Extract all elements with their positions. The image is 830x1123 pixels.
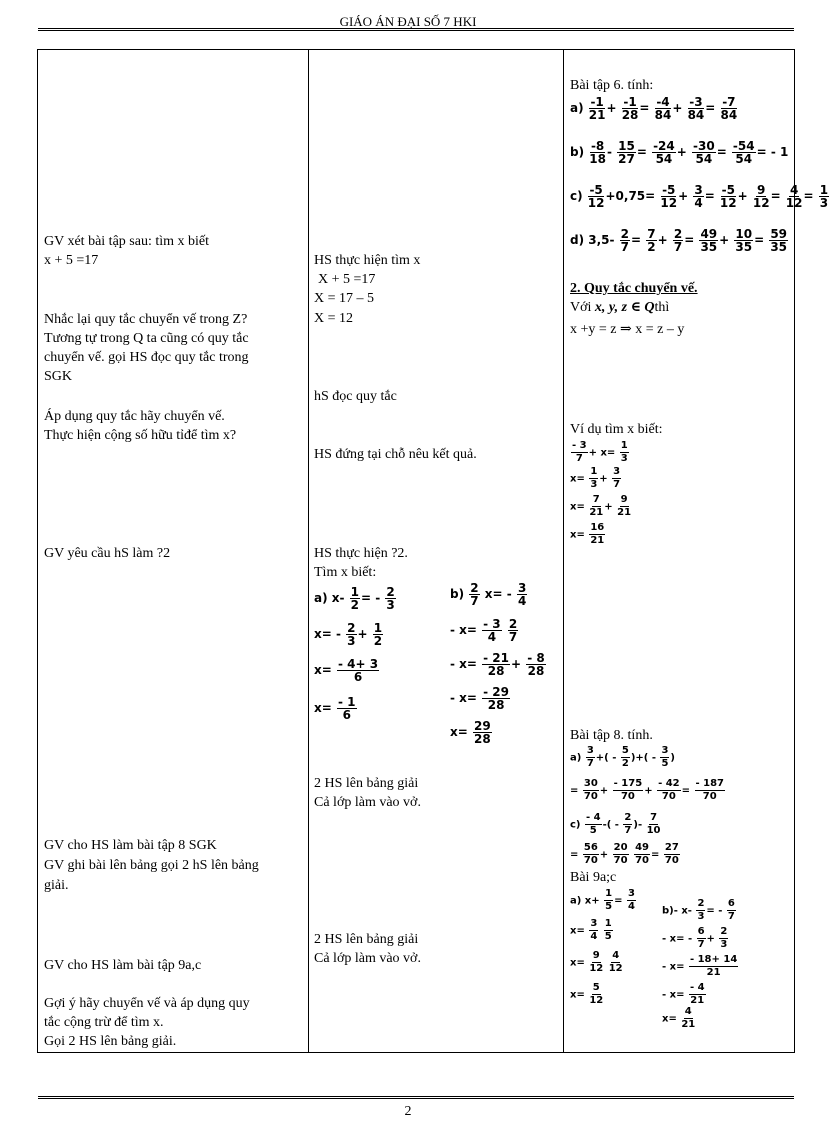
student-line: hS đọc quy tắc — [314, 389, 397, 404]
student-line: HS thực hiện tìm x — [314, 253, 421, 268]
footer-rule — [38, 1096, 794, 1099]
student-line: X + 5 =17 — [318, 272, 376, 287]
formula-image: b) $\frac{2}{7}$ x= - $\frac{3}{4}$ — [450, 581, 527, 608]
formula-image: x= $\frac{16}{21}$ — [570, 522, 605, 546]
board-line: x +y = z ⇒ x = z – y — [570, 322, 685, 337]
teacher-line: tắc cộng trừ để tìm x. — [44, 1015, 164, 1030]
student-line: X = 12 — [314, 311, 354, 326]
formula-image: $\frac{- 3}{7}$ + x= $\frac{1}{3}$ — [572, 440, 628, 464]
formula-image: a) x+ $\frac{1}{5}$ = $\frac{3}{4}$ — [570, 888, 635, 912]
board-line: Bài tập 8. tính. — [570, 728, 653, 743]
board-line: Bài tập 6. tính: — [570, 78, 654, 93]
student-line: HS đứng tại chỗ nêu kết quả. — [314, 447, 477, 462]
formula-image: b)- x- $\frac{2}{3}$ = - $\frac{6}{7}$ — [662, 898, 735, 922]
teacher-line: GV ghi bài lên bảng gọi 2 hS lên bảng — [44, 858, 259, 873]
teacher-line: giải. — [44, 878, 69, 893]
teacher-line: GV cho HS làm bài tập 9a,c — [44, 958, 202, 973]
formula-image: x= - $\frac{2}{3}$ + $\frac{1}{2}$ — [314, 621, 383, 648]
student-line: Tìm x biết: — [314, 565, 377, 580]
student-line: HS thực hiện ?2. — [314, 546, 408, 561]
student-line: Cả lớp làm vào vở. — [314, 795, 421, 810]
student-line: X = 17 – 5 — [314, 291, 375, 306]
rule-title: 2. Quy tắc chuyển vế. — [570, 281, 698, 296]
formula-image: c) $\frac{-5}{12}$ +0,75= $\frac{-5}{12}$ + $\frac{3}{4}$ = $\frac{-5}{12}$ + $\frac{9}{12}$ = $\frac{4}{12}$ = $\frac{1}{3}$ — [570, 183, 829, 210]
formula-image: x= $\frac{1}{3}$ + $\frac{3}{7}$ — [570, 466, 621, 490]
rule-statement: Với x, y, z ∈ Qthì — [570, 300, 670, 315]
student-line: Cả lớp làm vào vở. — [314, 951, 421, 966]
page-number: 2 — [404, 1104, 412, 1119]
formula-image: c) $\frac{- 4}{5}$ -( - $\frac{2}{7}$ )- $\frac{7}{10}$ — [570, 812, 661, 836]
formula-image: - x= $\frac{- 21}{28}$ + $\frac{- 8}{28}$ — [450, 651, 545, 678]
formula-image: x= $\frac{3}{4}$ $\frac{1}{5}$ — [570, 918, 612, 942]
teacher-line: Thực hiện cộng số hữu tỉđể tìm x? — [44, 428, 237, 443]
teacher-line: GV yêu cầu hS làm ?2 — [44, 546, 171, 561]
teacher-line: chuyển vế. gọi HS đọc quy tắc trong — [44, 350, 249, 365]
formula-image: x= $\frac{29}{28}$ — [450, 719, 491, 746]
formula-image: - x= $\frac{- 3}{4}$ $\frac{2}{7}$ — [450, 617, 518, 644]
header-rule — [38, 28, 794, 31]
teacher-line: GV cho HS làm bài tập 8 SGK — [44, 838, 217, 853]
student-line: 2 HS lên bảng giải — [314, 776, 419, 791]
board-line: Bài 9a;c — [570, 870, 617, 885]
teacher-line: Gợi ý hãy chuyển vế và áp dụng quy — [44, 996, 250, 1011]
formula-image: x= $\frac{- 1}{6}$ — [314, 695, 356, 722]
formula-image: b) $\frac{-8}{18}$ - $\frac{15}{27}$ = $\frac{-24}{54}$ + $\frac{-30}{54}$ = $\frac{-54}{54}$ = - 1 — [570, 139, 789, 166]
formula-image: a) x- $\frac{1}{2}$ = - $\frac{2}{3}$ — [314, 585, 395, 612]
teacher-line: Áp dụng quy tắc hãy chuyển vế. — [44, 409, 225, 424]
formula-image: a) $\frac{-1}{21}$ + $\frac{-1}{28}$ = $\frac{-4}{84}$ + $\frac{-3}{84}$ = $\frac{-7}{84}$ — [570, 95, 738, 122]
teacher-line: GV xét bài tập sau: tìm x biết — [44, 234, 209, 249]
formula-image: x= $\frac{- 4+ 3}{6}$ — [314, 657, 379, 684]
page-header: GIÁO ÁN ĐẠI SỐ 7 HKI — [339, 14, 477, 29]
formula-image: x= $\frac{4}{21}$ — [662, 1006, 696, 1030]
teacher-line: Gọi 2 HS lên bảng giải. — [44, 1034, 177, 1049]
column-divider-1 — [308, 49, 309, 1053]
formula-image: - x= $\frac{- 29}{28}$ — [450, 685, 509, 712]
student-line: 2 HS lên bảng giải — [314, 932, 419, 947]
formula-image: = $\frac{30}{70}$ + $\frac{- 175}{70}$ + $\frac{- 42}{70}$ = $\frac{- 187}{70}$ — [570, 778, 725, 802]
teacher-line: x + 5 =17 — [44, 253, 99, 268]
formula-image: - x= $\frac{- 4}{21}$ — [662, 982, 705, 1006]
formula-image: - x= $\frac{- 18+ 14}{21}$ — [662, 954, 738, 978]
teacher-line: Nhắc lại quy tắc chuyển vế trong Z? — [44, 312, 248, 327]
formula-image: = $\frac{56}{70}$ + $\frac{20}{70}$ $\frac{49}{70}$ = $\frac{27}{70}$ — [570, 842, 679, 866]
formula-image: - x= - $\frac{6}{7}$ + $\frac{2}{3}$ — [662, 926, 728, 950]
board-line: Ví dụ tìm x biết: — [570, 422, 663, 437]
formula-image: d) 3,5- $\frac{2}{7}$ = $\frac{7}{2}$ + $\frac{2}{7}$ = $\frac{49}{35}$ + $\frac{10}{35}$ = $\frac{59}{35}$ — [570, 227, 788, 254]
formula-image: x= $\frac{5}{12}$ — [570, 982, 604, 1006]
formula-image: x= $\frac{7}{21}$ + $\frac{9}{21}$ — [570, 494, 632, 518]
formula-image: a) $\frac{3}{7}$ +( - $\frac{5}{2}$ )+( - $\frac{3}{5}$ ) — [570, 745, 675, 769]
teacher-line: Tương tự trong Q ta cũng có quy tắc — [44, 331, 249, 346]
teacher-line: SGK — [44, 369, 73, 384]
formula-image: x= $\frac{9}{12}$ $\frac{4}{12}$ — [570, 950, 623, 974]
column-divider-2 — [563, 49, 564, 1053]
